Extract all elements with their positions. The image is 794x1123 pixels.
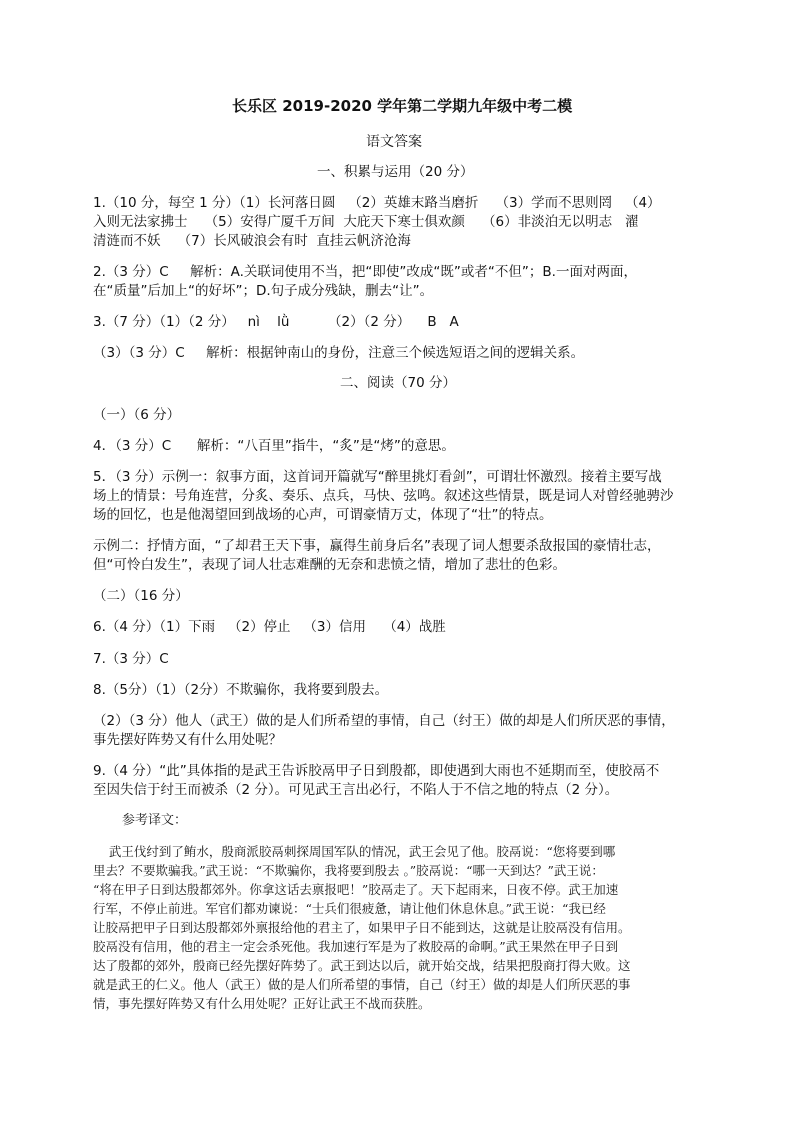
- q8-line-2: （2）（3 分）他人（武王）做的是人们所希望的事情，自己（纣王）做的却是人们所厌恶的事情，: [93, 713, 675, 729]
- q5-alt-line-2: 但“可怜白发生”，表现了词人壮志难酬的无奈和悲愤之情，增加了悲壮的色彩。: [93, 557, 566, 573]
- q5-alt-line-1: 示例二：抒情方面，“了却君王天下事，赢得生前身后名”表现了词人想要杀敌报国的豪情壮志，: [93, 538, 661, 554]
- q5-line-1: 5．（3 分）示例一：叙事方面，这首词开篇就写“醉里挑灯看剑”，可谓壮怀激烈。接着主要写战: [93, 469, 662, 485]
- q9-line-2: 至因失信于纣王而被杀（2 分）。可见武王言出必行，不陷人于不信之地的特点（2 分）。: [93, 782, 619, 798]
- q5-line-3: 场的回忆，也是他渴望回到战场的心声，可谓豪情万丈，体现了“壮”的特点。: [93, 507, 553, 523]
- document-subtitle: 语文答案: [366, 134, 422, 150]
- q8-line-1: 8.（5分）（1）（2分）不欺骗你，我将要到殷去。: [93, 682, 389, 698]
- translation-line-2: 里去？不要欺骗我。”武王说：“不欺骗你，我将要到殷去 。”胶鬲说：“哪一天到达？”武王说：: [93, 863, 604, 878]
- translation-line-6: 胶鬲没有信用，他的君主一定会杀死他。我加速行军是为了救胶鬲的命啊。”武王果然在甲子日到: [93, 939, 619, 954]
- q3-line-2: （3）（3 分）C 解析：根据钟南山的身份，注意三个候选短语之间的逻辑关系。: [93, 345, 585, 361]
- q2-line-1: 2.（3 分）C 解析：A.关联词使用不当，把“即使”改成“既”或者“不但”；B.一面对两面，: [93, 264, 637, 280]
- translation-line-5: 让胶鬲把甲子日到达殷都郊外禀报给他的君主了，如果甲子日不能到达，这就是让胶鬲没有信用。: [93, 920, 631, 935]
- q6-answer: 6.（4 分）（1）下雨 （2）停止 （3）信用 （4）战胜: [93, 619, 446, 635]
- q5-line-2: 场上的情景：号角连营，分炙、奏乐、点兵，马快、弦鸣。叙述这些情景，既是词人对曾经驰骋沙: [93, 488, 674, 504]
- translation-line-8: 就是武王的仁义。他人（武王）做的是人们所希望的事情，自己（纣王）做的却是人们所厌恶的事: [93, 977, 631, 992]
- part2-heading: （二）（16 分）: [93, 588, 189, 604]
- q9-line-1: 9.（4 分）“此”具体指的是武王告诉胶鬲甲子日到殷都，即使遇到大雨也不延期而至，使胶鬲不: [93, 763, 660, 779]
- translation-line-3: “将在甲子日到达殷都郊外。你拿这话去禀报吧！”胶鬲走了。天下起雨来，日夜不停。武王加速: [93, 882, 619, 897]
- q7-answer: 7.（3 分）C: [93, 651, 169, 667]
- section-heading-reading: 二、阅读（70 分）: [340, 375, 456, 391]
- q4-answer: 4．（3 分）C 解析：“八百里”指牛，“炙”是“烤”的意思。: [93, 438, 455, 454]
- q2-line-2: 在“质量”后加上“的好坏”；D.句子成分残缺，删去“让”。: [93, 283, 434, 299]
- q1-line-2: 入则无法家拂士 （5）安得广厦千万间 大庇天下寒士俱欢颜 （6）非淡泊无以明志 濯: [93, 214, 639, 230]
- section-heading-accumulation: 一、积累与运用（20 分）: [317, 164, 474, 180]
- translation-title: 参考译文：: [122, 813, 188, 828]
- q1-line-1: 1.（10 分，每空 1 分）（1）长河落日圆 （2）英雄末路当磨折 （3）学而不思则罔 （4）: [93, 195, 661, 211]
- q1-line-3: 清涟而不妖 （7）长风破浪会有时 直挂云帆济沧海: [93, 233, 411, 249]
- translation-line-7: 达了殷都的郊外，殷商已经先摆好阵势了。武王到达以后，就开始交战，结果把殷商打得大败。这: [93, 958, 631, 973]
- q8-line-3: 事先摆好阵势又有什么用处呢？: [93, 732, 282, 748]
- translation-line-4: 行军，不停止前进。军官们都劝谏说：“士兵们很疲惫，请让他们休息休息。”武王说：“我已经: [93, 901, 606, 916]
- translation-line-9: 情，事先摆好阵势又有什么用处呢？正好让武王不战而获胜。: [93, 996, 431, 1011]
- document-title: 长乐区 2019-2020 学年第二学期九年级中考二模: [232, 97, 573, 115]
- q3-line-1: 3.（7 分）（1）（2 分） nì lǜ （2）（2 分） B A: [93, 314, 459, 330]
- translation-line-1: 武王伐纣到了鲔水，殷商派胶鬲刺探周国军队的情况，武王会见了他。胶鬲说：“您将要到哪: [93, 844, 616, 859]
- part1-heading: （一）（6 分）: [93, 407, 181, 423]
